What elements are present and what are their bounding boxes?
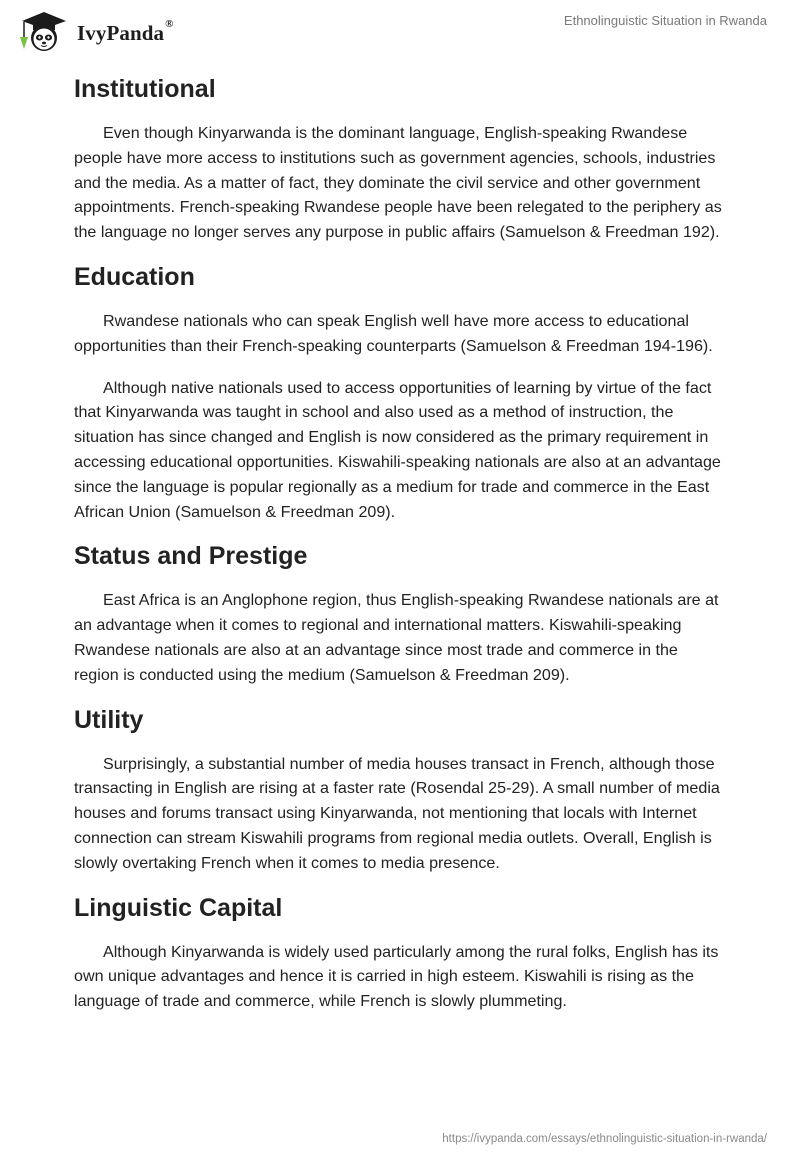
page-header	[0, 0, 800, 70]
panda-graduation-cap-icon	[14, 9, 72, 55]
ivypanda-logo[interactable]	[14, 9, 174, 55]
section-heading-institutional: Institutional	[74, 75, 216, 103]
paragraph: Although native nationals used to access opportunities of learning by virtue of the fact that Kinyarwanda was taught in school and also used as a method of instruction, the situation has since changed and English is now considered as the primary requirement in accessing educational opportunities. Kiswahili-speaking nationals are also at an advantage since the language is popular regionally as a medium for trade and commerce in the East African Union (Samuelson & Freedman 209).	[74, 378, 721, 521]
paragraph: Although Kinyarwanda is widely used particularly among the rural folks, English has its own unique advantages and hence it is carried in high esteem. Kiswahili is rising as the language of trade and commerce, while French is slowly plummeting.	[74, 942, 719, 1011]
paragraph: Surprisingly, a substantial number of media houses transact in French, although those transacting in English are rising at a faster rate (Rosendal 25-29). A small number of media houses and forums transact using Kinyarwanda, not mentioning that locals with Internet connection can stream Kiswahili programs from regional media outlets. Overall, English is slowly overtaking French when it comes to media presence.	[74, 754, 720, 872]
section-heading-status-and-prestige: Status and Prestige	[74, 542, 308, 571]
paragraph: East Africa is an Anglophone region, thus English-speaking Rwandese nationals are at an advantage when it comes to regional and international matters. Kiswahili-speaking Rwandese nationals are also at an advantage since most trade and commerce in the region is conducted using the medium (Samuelson & Freedman 209).	[74, 591, 719, 684]
article-body	[74, 72, 726, 1014]
paragraph: Rwandese nationals who can speak English well have more access to educational opportunities than their French-speaking counterparts (Samuelson & Freedman 194-196).	[74, 311, 713, 355]
section-heading-linguistic-capital: Linguistic Capital	[74, 893, 283, 922]
source-url-link[interactable]: https://ivypanda.com/essays/ethnolinguistic-situation-in-rwanda/	[442, 1133, 767, 1145]
brand-name: IvyPanda®	[77, 17, 174, 45]
document-title: Ethnolinguistic Situation in Rwanda	[563, 13, 767, 28]
section-heading-utility: Utility	[74, 705, 144, 734]
paragraph: Even though Kinyarwanda is the dominant language, English-speaking Rwandese people have more access to institutions such as government agencies, schools, industries and the media. As a matter of fact, they dominate the civil service and other government appointments. French-speaking Rwandese people have been relegated to the periphery as the language no longer serves any purpose in public affairs (Samuelson & Freedman 192).	[74, 124, 722, 242]
section-heading-education: Education	[74, 262, 195, 291]
